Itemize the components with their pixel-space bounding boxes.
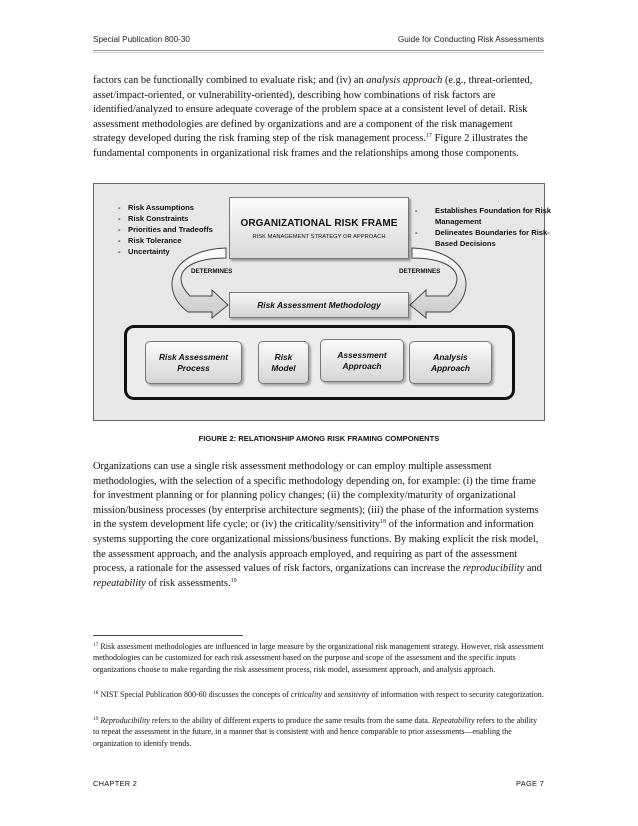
footer-chapter: CHAPTER 2 — [93, 779, 138, 788]
footnote-19: $^{19}$ Reproducibility refers to the ability of different experts to produce the same results from the same data. Repeatability refers to the ability to repeat the assessment in the future, in a manner that is consistent with and hence comparable to prior assessments—enabling the organization to identify trends. — [93, 716, 538, 748]
list-item: - Establishes Foundation for Risk Management — [425, 205, 555, 227]
list-item: - Risk Assumptions — [118, 202, 213, 213]
footnote-rule — [93, 635, 243, 636]
list-item: - Risk Tolerance — [118, 235, 213, 246]
analysis-approach-box: Analysis Approach — [409, 341, 492, 384]
list-item: - Priorities and Tradeoffs — [118, 224, 213, 235]
risk-assessment-process-box: Risk Assessment Process — [145, 341, 242, 384]
footnote-18: $^{18}$ NIST Special Publication 800-60 discusses the concepts of criticality and sensitivity of information with respect to security categorization. — [93, 690, 544, 699]
determines-label-left: DETERMINES — [191, 268, 233, 275]
risk-model-box: Risk Model — [258, 341, 309, 384]
intro-paragraph: factors can be functionally combined to evaluate risk; and (iv) an analysis approach (e.g., threat-oriented, asset/impact-oriented, or vulnerability-oriented), describing how combinations of risk factors are identified/analyzed to ensure adequate coverage of the problem space at a consistent level of detail. Risk assessment methodologies are defined by organizations and are a component of the risk management strategy developed during the risk framing step of the risk management process.$^{17}$ Figure 2 illustrates the fundamental components in organizational risk frames and the relationships among those components. — [93, 75, 533, 159]
right-curved-arrow — [410, 248, 466, 318]
risk-frame-title: ORGANIZATIONAL RISK FRAME — [240, 218, 398, 229]
list-item: - Uncertainty — [118, 246, 213, 257]
running-header-left: Special Publication 800-30 — [93, 35, 190, 44]
methodology-paragraph: Organizations can use a single risk assessment methodology or can employ multiple assessment methodologies, with the selection of a specific methodology depending on, for example: (i) the time frame for investment planning or for planning policy changes; (ii) the complexity/maturity of organizational mission/business processes (by enterprise architecture segments); (iii) the phase of the information systems in the system development life cycle; or (iv) the criticality/sensitivity$^{18}$ of the information and information systems supporting the core organizational missions/business functions. By making explicit the risk model, the assessment approach, and the analysis approach employed, and requiring as part of the assessment process, a rationale for the assessed values of risk factors, organizations can increase the reproducibility and repeatability of risk assessments.$^{19}$ — [93, 461, 542, 589]
left-curved-arrow — [172, 248, 228, 318]
list-item: - Delineates Boundaries for Risk-Based Decisions — [425, 227, 555, 249]
risk-assessment-methodology-box: Risk Assessment Methodology — [229, 292, 409, 318]
footnote-17: $^{17}$ Risk assessment methodologies are influenced in large measure by the organizational risk management strategy. However, risk assessment methodologies can be customized for each risk assessment based on the purpose and scope of the assessment and the specific inputs organizations choose to make regarding the risk assessment process, risk model, assessment approach, and analysis approach. — [93, 642, 544, 674]
assessment-approach-box: Assessment Approach — [320, 339, 404, 382]
determines-label-right: DETERMINES — [399, 268, 441, 275]
figure-caption: FIGURE 2: RELATIONSHIP AMONG RISK FRAMING COMPONENTS — [198, 434, 440, 443]
list-item: - Risk Constraints — [118, 213, 213, 224]
running-header-right: Guide for Conducting Risk Assessments — [397, 35, 544, 44]
risk-frame-subtitle: RISK MANAGEMENT STRATEGY OR APPROACH — [252, 234, 386, 240]
footer-page-number: PAGE 7 — [516, 779, 544, 788]
